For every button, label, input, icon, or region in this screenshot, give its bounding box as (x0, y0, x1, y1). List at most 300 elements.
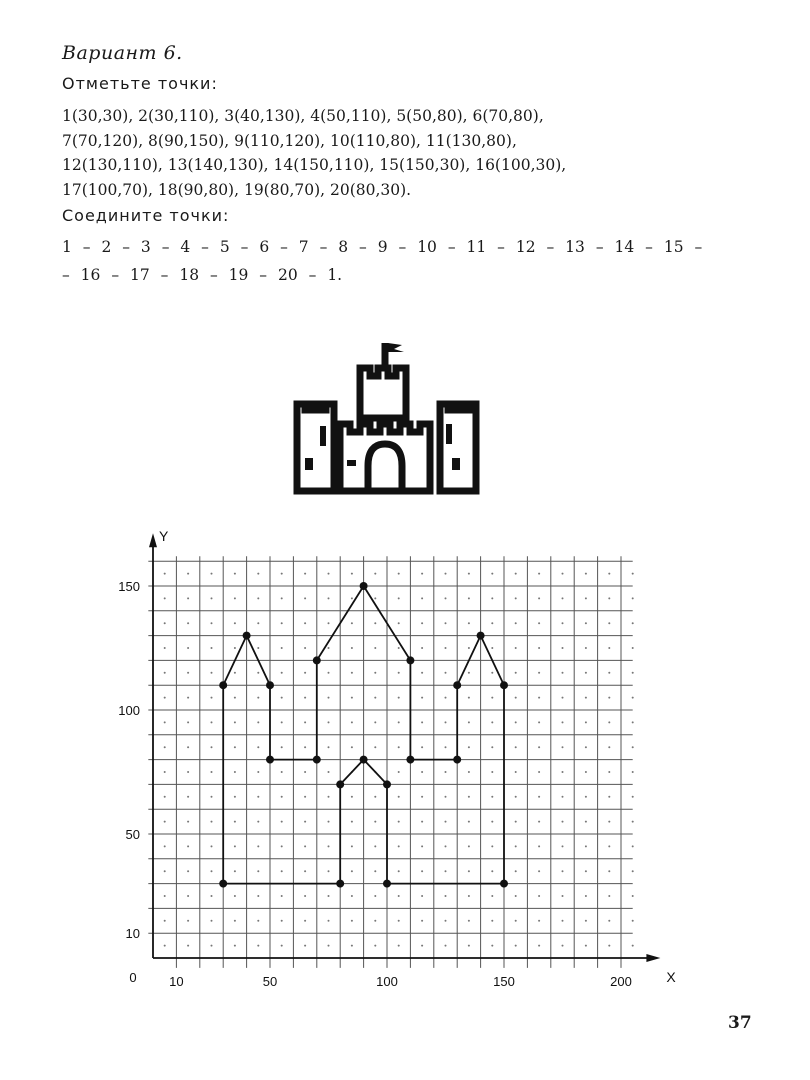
grid-dot (374, 821, 376, 823)
grid-dot (632, 796, 634, 798)
grid-dot (211, 697, 213, 699)
grid-dot (187, 945, 189, 947)
grid-dot (608, 672, 610, 674)
coordinates-line: 12(130,110), 13(140,130), 14(150,110), 15(150,30), 16(100,30), (62, 156, 567, 174)
grid-dot (187, 746, 189, 748)
grid-dot (538, 721, 540, 723)
grid-dot (257, 672, 259, 674)
grid-dot (421, 597, 423, 599)
grid-dot (562, 597, 564, 599)
grid-dot (257, 746, 259, 748)
grid-dot (421, 821, 423, 823)
data-point (500, 681, 508, 689)
grid-dot (351, 945, 353, 947)
grid-dot (234, 721, 236, 723)
grid-dot (304, 920, 306, 922)
grid-dot (304, 845, 306, 847)
grid-dot (608, 796, 610, 798)
grid-dot (608, 622, 610, 624)
data-point (453, 681, 461, 689)
grid-dot (445, 920, 447, 922)
grid-dot (632, 721, 634, 723)
grid-dot (234, 746, 236, 748)
grid-dot (608, 746, 610, 748)
grid-dot (562, 945, 564, 947)
grid-dot (538, 821, 540, 823)
grid-dot (421, 920, 423, 922)
grid-dot (234, 796, 236, 798)
coordinate-plot (100, 505, 680, 995)
data-point (266, 681, 274, 689)
grid-dot (164, 672, 166, 674)
grid-dot (491, 573, 493, 575)
origin-label: 0 (129, 970, 137, 985)
grid-dot (187, 672, 189, 674)
grid-dot (187, 771, 189, 773)
grid-dot (304, 672, 306, 674)
instruction-mark-points: Отметьте точки: (62, 74, 218, 93)
data-point (453, 756, 461, 764)
grid-dot (632, 870, 634, 872)
grid-dot (328, 796, 330, 798)
grid-dot (211, 821, 213, 823)
x-axis-arrow (646, 954, 660, 962)
grid-dot (164, 895, 166, 897)
grid-dot (585, 895, 587, 897)
grid-dot (187, 622, 189, 624)
grid-dot (632, 697, 634, 699)
grid-dot (304, 597, 306, 599)
grid-dot (187, 721, 189, 723)
grid-dot (445, 647, 447, 649)
grid-dot (398, 895, 400, 897)
grid-dot (211, 845, 213, 847)
grid-dot (328, 573, 330, 575)
grid-dot (468, 697, 470, 699)
grid-dot (562, 746, 564, 748)
grid-dot (187, 597, 189, 599)
grid-dot (468, 647, 470, 649)
grid-dot (585, 771, 587, 773)
grid-dot (421, 895, 423, 897)
grid-dot (538, 597, 540, 599)
grid-dot (374, 573, 376, 575)
grid-dot (538, 771, 540, 773)
grid-dot (351, 870, 353, 872)
grid-dot (281, 870, 283, 872)
grid-dot (234, 845, 236, 847)
grid-dot (421, 672, 423, 674)
grid-dot (608, 647, 610, 649)
grid-dot (234, 920, 236, 922)
data-point (266, 756, 274, 764)
grid-dot (585, 920, 587, 922)
grid-dot (328, 845, 330, 847)
grid-dot (164, 647, 166, 649)
y-axis-label: Y (159, 528, 169, 545)
grid-dot (445, 697, 447, 699)
grid-dot (421, 746, 423, 748)
grid-dot (281, 771, 283, 773)
grid-dot (608, 597, 610, 599)
grid-dot (351, 697, 353, 699)
grid-dot (211, 895, 213, 897)
grid-dot (351, 647, 353, 649)
grid-dot (585, 796, 587, 798)
grid-dot (257, 647, 259, 649)
grid-dot (211, 796, 213, 798)
grid-dot (281, 672, 283, 674)
grid-dot (421, 845, 423, 847)
grid-dot (234, 697, 236, 699)
grid-dot (187, 573, 189, 575)
grid-dot (374, 597, 376, 599)
grid-dot (351, 796, 353, 798)
tick-labels (118, 528, 676, 989)
grid-dot (491, 647, 493, 649)
grid-dot (421, 622, 423, 624)
grid-dot (632, 945, 634, 947)
grid-dot (211, 622, 213, 624)
x-tick-label: 150 (493, 974, 515, 989)
grid-dot (281, 895, 283, 897)
grid-dot (585, 672, 587, 674)
grid-dot (515, 746, 517, 748)
grid-dot (398, 573, 400, 575)
data-point (477, 632, 485, 640)
grid-dot (351, 721, 353, 723)
y-axis-arrow (149, 533, 157, 547)
grid-dot (468, 746, 470, 748)
grid-dot (398, 597, 400, 599)
grid-dot (421, 647, 423, 649)
grid-dot (445, 821, 447, 823)
grid-dot (234, 622, 236, 624)
grid-dot (585, 821, 587, 823)
grid-dot (398, 647, 400, 649)
grid-dot (187, 895, 189, 897)
grid-dot (281, 821, 283, 823)
grid-dot (445, 771, 447, 773)
grid-dot (421, 721, 423, 723)
grid-dot (328, 895, 330, 897)
axes (149, 533, 660, 962)
grid-dot (304, 622, 306, 624)
grid-dot (234, 895, 236, 897)
grid-dot (445, 622, 447, 624)
grid-dot (562, 771, 564, 773)
x-tick-label: 50 (262, 974, 278, 989)
grid-dot (608, 895, 610, 897)
grid-dot (187, 870, 189, 872)
grid-dot (562, 721, 564, 723)
grid-dot (515, 573, 517, 575)
grid-dot (608, 771, 610, 773)
grid-dot (328, 697, 330, 699)
grid-dot (351, 920, 353, 922)
grid-dot (257, 920, 259, 922)
grid-dot (328, 771, 330, 773)
grid-dot (538, 845, 540, 847)
grid-dot (304, 895, 306, 897)
grid-dot (632, 821, 634, 823)
y-tick-label: 150 (118, 579, 140, 594)
grid-dot (351, 746, 353, 748)
grid-dot (164, 697, 166, 699)
grid-dot (632, 672, 634, 674)
grid-dot (538, 895, 540, 897)
grid-dot (445, 796, 447, 798)
grid-dot (585, 721, 587, 723)
grid-dot (632, 622, 634, 624)
grid-dot (211, 721, 213, 723)
grid-dot (304, 796, 306, 798)
connection-sequence (62, 233, 762, 289)
grid-dot (164, 597, 166, 599)
grid-dot (328, 821, 330, 823)
grid-dot (374, 746, 376, 748)
x-tick-label: 10 (169, 974, 184, 989)
grid-dot (398, 796, 400, 798)
grid-dot (351, 845, 353, 847)
grid-dot (164, 920, 166, 922)
grid-dot (398, 721, 400, 723)
grid-dot (538, 870, 540, 872)
grid-dot (491, 622, 493, 624)
grid-dot (257, 821, 259, 823)
instruction-connect-points: Соедините точки: (62, 206, 230, 225)
grid-dot (398, 870, 400, 872)
grid-dot (608, 721, 610, 723)
grid-dot (398, 845, 400, 847)
grid-dot (632, 771, 634, 773)
grid-dot (374, 945, 376, 947)
grid-dot (585, 597, 587, 599)
grid-dot (234, 672, 236, 674)
grid-dot (445, 845, 447, 847)
grid-dot (562, 845, 564, 847)
grid-dot (351, 622, 353, 624)
grid-dot (562, 573, 564, 575)
grid-dot (491, 746, 493, 748)
grid-dot (328, 597, 330, 599)
grid-dot (538, 945, 540, 947)
grid-dot (445, 672, 447, 674)
grid-dot (374, 845, 376, 847)
grid-dot (281, 697, 283, 699)
grid-dot (164, 746, 166, 748)
grid-dot (538, 920, 540, 922)
grid-dot (515, 945, 517, 947)
coordinates-line: 17(100,70), 18(90,80), 19(80,70), 20(80,30). (62, 180, 412, 199)
grid-dot (538, 672, 540, 674)
grid-dot (421, 573, 423, 575)
data-point (500, 880, 508, 888)
grid-dot (608, 920, 610, 922)
grid-dot (468, 821, 470, 823)
grid-dot (304, 771, 306, 773)
grid-dot (421, 870, 423, 872)
data-point (313, 656, 321, 664)
grid-dot (164, 870, 166, 872)
grid-dot (491, 721, 493, 723)
grid-dot (421, 771, 423, 773)
grid-dot (281, 721, 283, 723)
grid-dot (445, 895, 447, 897)
grid-lines (148, 556, 632, 968)
x-tick-label: 200 (610, 974, 632, 989)
grid-dot (211, 771, 213, 773)
data-point (406, 756, 414, 764)
grid-dot (281, 622, 283, 624)
grid-dot (585, 573, 587, 575)
grid-dot (164, 622, 166, 624)
grid-dot (515, 821, 517, 823)
grid-dot (562, 796, 564, 798)
grid-dot (328, 647, 330, 649)
grid-dot (538, 697, 540, 699)
grid-dot (211, 672, 213, 674)
grid-dot (538, 647, 540, 649)
data-point (383, 780, 391, 788)
data-point (313, 756, 321, 764)
grid-dot (468, 796, 470, 798)
variant-title: Вариант 6. (62, 42, 183, 64)
grid-dot (234, 870, 236, 872)
grid-dot (351, 821, 353, 823)
grid-dot (491, 597, 493, 599)
grid-dot (374, 622, 376, 624)
grid-dot (421, 796, 423, 798)
grid-dot (515, 920, 517, 922)
grid-dot (608, 945, 610, 947)
grid-dot (257, 573, 259, 575)
data-point (360, 582, 368, 590)
grid-dot (257, 895, 259, 897)
grid-dot (351, 672, 353, 674)
grid-dot (257, 870, 259, 872)
grid-dot (374, 697, 376, 699)
grid-dot (304, 573, 306, 575)
grid-dot (328, 746, 330, 748)
grid-dot (491, 796, 493, 798)
grid-dot (164, 721, 166, 723)
grid-dot (398, 945, 400, 947)
grid-dot (211, 597, 213, 599)
grid-dot (445, 573, 447, 575)
grid-dot (164, 573, 166, 575)
grid-dot (281, 647, 283, 649)
grid-dot (257, 845, 259, 847)
grid-dot (281, 920, 283, 922)
grid-dot (421, 945, 423, 947)
grid-dot (281, 746, 283, 748)
coordinates-list (62, 104, 762, 202)
grid-dot (468, 721, 470, 723)
grid-dot (562, 870, 564, 872)
grid-dot (468, 945, 470, 947)
castle-icon (290, 338, 490, 498)
grid-dot (304, 870, 306, 872)
grid-dot (281, 945, 283, 947)
grid-dot (234, 597, 236, 599)
grid-dot (281, 573, 283, 575)
grid-dot (164, 845, 166, 847)
grid-dot (398, 821, 400, 823)
grid-dot (398, 920, 400, 922)
grid-dot (515, 845, 517, 847)
grid-dot (491, 945, 493, 947)
grid-dot (515, 622, 517, 624)
grid-dot (234, 573, 236, 575)
grid-dot (374, 647, 376, 649)
grid-dot (211, 945, 213, 947)
grid-dot (374, 672, 376, 674)
grid-dot (562, 647, 564, 649)
data-point (336, 880, 344, 888)
grid-dot (515, 796, 517, 798)
grid-dot (562, 622, 564, 624)
grid-dot (585, 945, 587, 947)
grid-dot (328, 870, 330, 872)
grid-dot (562, 672, 564, 674)
grid-dot (445, 597, 447, 599)
grid-dot (257, 697, 259, 699)
grid-dot (608, 697, 610, 699)
grid-dot (328, 945, 330, 947)
grid-dot (491, 920, 493, 922)
y-tick-label: 100 (118, 703, 140, 718)
grid-dot (281, 796, 283, 798)
grid-dot (515, 672, 517, 674)
grid-dot (187, 796, 189, 798)
grid-dot (211, 920, 213, 922)
coordinates-line: 1(30,30), 2(30,110), 3(40,130), 4(50,110), 5(50,80), 6(70,80), (62, 107, 544, 125)
grid-dot (257, 945, 259, 947)
grid-dot (211, 746, 213, 748)
y-tick-label: 10 (125, 926, 140, 942)
data-point (383, 880, 391, 888)
grid-dot (515, 721, 517, 723)
grid-dot (491, 870, 493, 872)
grid-dot (164, 771, 166, 773)
grid-dot (632, 920, 634, 922)
grid-dot (515, 697, 517, 699)
data-point (219, 681, 227, 689)
grid-dot (468, 622, 470, 624)
data-point (360, 756, 368, 764)
grid-dot (491, 821, 493, 823)
grid-dot (491, 845, 493, 847)
grid-dot (234, 945, 236, 947)
data-point (219, 880, 227, 888)
grid-dot (515, 771, 517, 773)
grid-dot (491, 895, 493, 897)
grid-dot (304, 721, 306, 723)
grid-dot (398, 771, 400, 773)
grid-dot (328, 622, 330, 624)
page-number: 37 (728, 1013, 752, 1033)
grid-dot (211, 870, 213, 872)
grid-dot (608, 573, 610, 575)
grid-dot (398, 746, 400, 748)
x-tick-label: 100 (376, 974, 398, 989)
grid-dot (632, 573, 634, 575)
grid-dot (398, 622, 400, 624)
grid-dot (632, 845, 634, 847)
sequence-line: 1 – 2 – 3 – 4 – 5 – 6 – 7 – 8 – 9 – 10 – 11 – 12 – 13 – 14 – 15 – (62, 238, 703, 256)
grid-dot (351, 895, 353, 897)
